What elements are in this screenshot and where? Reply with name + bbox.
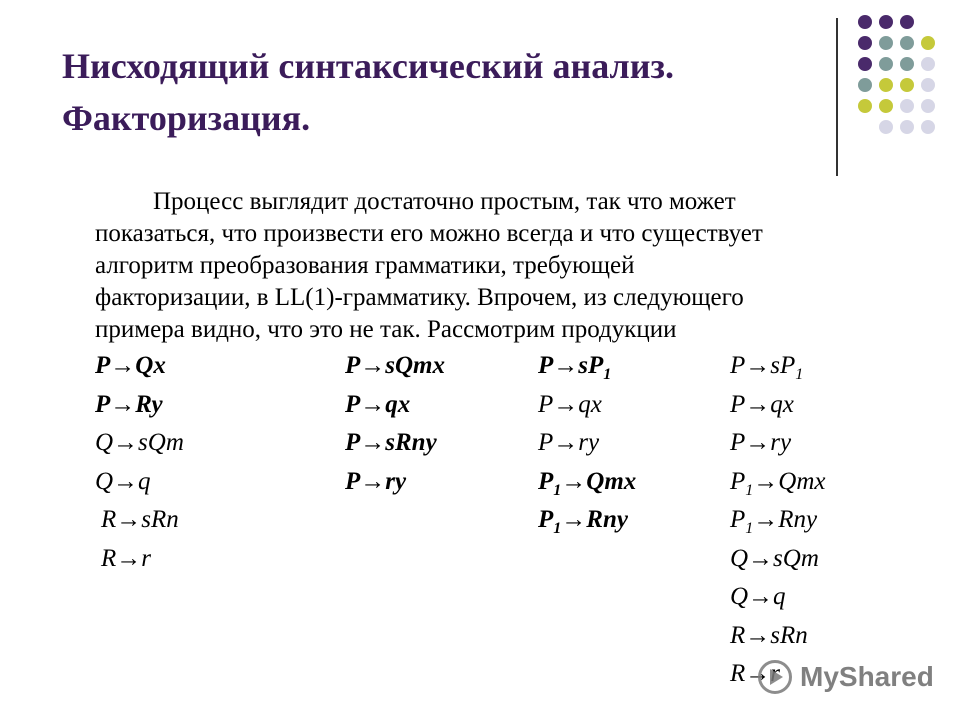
decor-dot bbox=[858, 15, 872, 29]
decor-dot bbox=[879, 120, 893, 134]
decor-dot bbox=[900, 36, 914, 50]
production-rule: $P\to sP_1$ bbox=[538, 352, 612, 383]
play-logo-icon bbox=[758, 660, 792, 694]
intro-paragraph bbox=[95, 186, 895, 346]
production-rule: Q→q bbox=[730, 583, 786, 610]
production-rule: Q→q bbox=[95, 467, 151, 495]
production-rule: P→sQmx bbox=[345, 352, 445, 379]
production-rule: R→r bbox=[101, 544, 151, 572]
production-rule: R→r bbox=[730, 660, 780, 687]
decor-dot bbox=[900, 99, 914, 113]
title-line-2: Факторизация. bbox=[62, 98, 311, 138]
decor-dot bbox=[900, 78, 914, 92]
production-rule: $P_1\to Qmx$ bbox=[730, 467, 826, 499]
decor-dot bbox=[900, 120, 914, 134]
title-line-1: Нисходящий синтаксический анализ. bbox=[62, 46, 674, 86]
decor-dot bbox=[879, 99, 893, 113]
production-rule: P→qx bbox=[538, 390, 602, 418]
production-rule: R→sRn bbox=[101, 506, 179, 533]
decor-dot bbox=[921, 120, 935, 134]
decor-dot bbox=[879, 57, 893, 71]
decor-dot bbox=[858, 36, 872, 50]
production-rule: $P_1\to Rny$ bbox=[538, 506, 628, 537]
decor-dot bbox=[900, 15, 914, 29]
production-rule: P→ry bbox=[730, 429, 792, 456]
production-rule: R→sRn bbox=[730, 621, 808, 649]
paragraph-line: показаться, что произвести его можно всегда и что существует bbox=[95, 220, 763, 247]
decor-dot bbox=[900, 57, 914, 71]
paragraph-line: факторизации, в LL(1)-грамматику. Впрочем, из следующего bbox=[95, 284, 744, 311]
paragraph-line: алгоритм преобразования грамматики, требующей bbox=[95, 252, 635, 279]
production-rule: P→qx bbox=[345, 390, 411, 418]
paragraph-line: примера видно, что это не так. Рассмотрим продукции bbox=[95, 316, 677, 343]
paragraph-line: Процесс выглядит достаточно простым, так что может bbox=[153, 188, 736, 215]
production-rule: P→qx bbox=[730, 390, 794, 418]
decor-dot bbox=[921, 78, 935, 92]
decor-dot bbox=[879, 78, 893, 92]
decorative-dot-grid bbox=[0, 0, 960, 200]
decor-dot bbox=[858, 57, 872, 71]
production-rule: P→ry bbox=[538, 429, 600, 456]
production-rule: P→sRny bbox=[345, 429, 437, 456]
watermark bbox=[758, 660, 934, 694]
production-rule: P→Ry bbox=[95, 390, 163, 418]
production-rule: $P\to sP_1$ bbox=[730, 352, 804, 383]
decor-dot bbox=[879, 15, 893, 29]
decor-dot bbox=[921, 99, 935, 113]
decor-dot bbox=[921, 36, 935, 50]
production-rule: Q→sQm bbox=[95, 429, 184, 456]
production-rule: $P_1\to Rny$ bbox=[730, 506, 818, 537]
decor-dot bbox=[921, 57, 935, 71]
production-rule: P→Qx bbox=[95, 352, 166, 379]
production-rule: P→ry bbox=[345, 467, 407, 495]
decor-dot bbox=[858, 78, 872, 92]
decor-dot bbox=[858, 99, 872, 113]
decor-dot bbox=[879, 36, 893, 50]
watermark-text: MyShared bbox=[800, 661, 934, 692]
production-rule: Q→sQm bbox=[730, 544, 819, 572]
production-rule: $P_1\to Qmx$ bbox=[538, 467, 637, 499]
